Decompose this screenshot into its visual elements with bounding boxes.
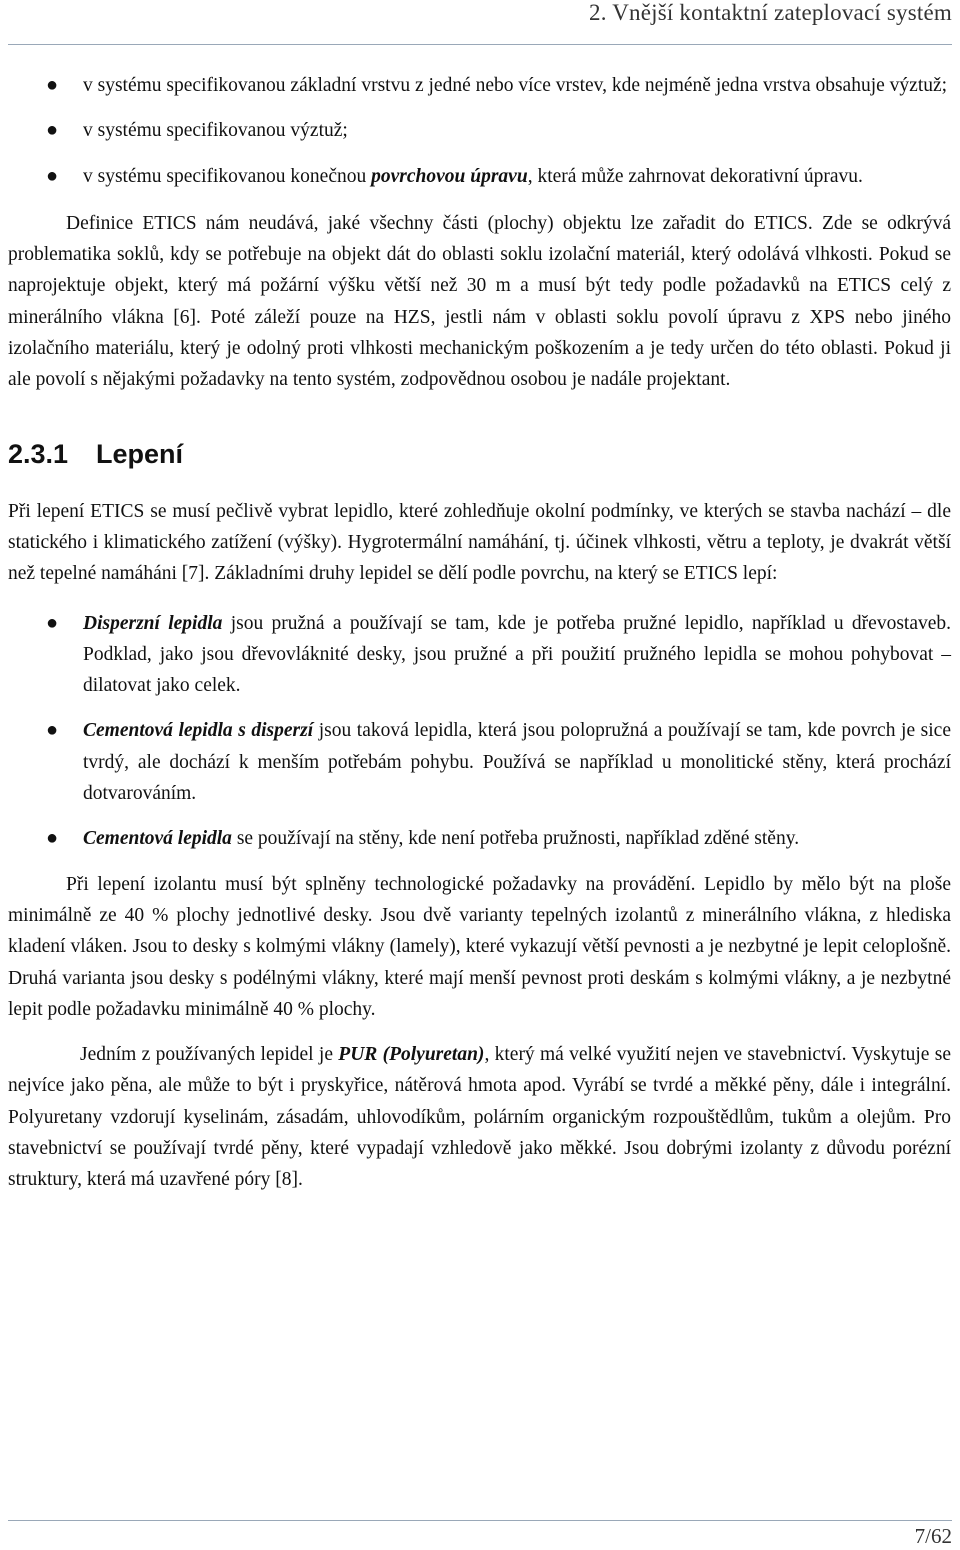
paragraph-pur: Jedním z používaných lepidel je PUR (Polyuretan), který má velké využití nejen ve stavebnictví. Vyskytuje se nejvíce jako pěna, ale může to být i pryskyřice, nátěrová hmota apod. Vyrábí se tvrdé a měkké pěny, dále i integrální. Polyuretany vzdorují kyselinám, zásadám, uhlovodíkům, polárním organickým rozpouštědlům, tukům a olejům. Pro stavebnictví se používají tvrdé pěny, které vypadají vzhledově jako měkké. Jsou dobrými izolanty z důvodu porézní struktury, která má uzavřené póry [8]. (8, 1044, 951, 1191)
requirements-list (8, 70, 951, 192)
emphasis-text: Disperzní lepidla (83, 612, 223, 634)
footer-rule (8, 1520, 952, 1521)
bullet-icon: ● (46, 119, 59, 142)
glue-types-list (8, 608, 951, 855)
paragraph-insulation-gluing: Při lepení izolantu musí být splněny technologické požadavky na provádění. Lepidlo by mělo být na ploše minimálně ze 40 % plochy jednotlivé desky. Jsou dvě varianty tepelných izolantů z minerálního vlákna, z hlediska kladení vláken. Jsou to desky s kolmými vlákny (lamely), které vykazují větší pevnosti a je nezbytné je lepit celoplošně. Druhá varianta jsou desky s podélnými vlákny, které mají menší pevnost proti deskám s kolmými vlákny, a je nezbytné lepit podle požadavku minimálně 40 % plochy. (8, 873, 951, 1020)
list-item: ● v systému specifikovanou konečnou povrchovou úpravu, která může zahrnovat dekorativní úpravu. (8, 161, 951, 192)
page-number: 7/62 (914, 1524, 952, 1548)
list-item: ● v systému specifikovanou základní vrstvu z jedné nebo více vrstev, kde nejméně jedna vrstva obsahuje výztuž; (8, 70, 951, 101)
emphasis-text: povrchovou úpravu (371, 165, 528, 187)
bullet-icon: ● (46, 827, 59, 850)
page-content (8, 70, 951, 1196)
running-header: 2. Vnější kontaktní zateplovací systém (589, 0, 952, 25)
bullet-icon: ● (46, 74, 59, 96)
emphasis-text: PUR (Polyuretan) (338, 1044, 485, 1066)
bullet-icon: ● (46, 164, 59, 187)
bullet-icon: ● (46, 719, 59, 742)
section-heading (8, 434, 951, 474)
list-item: ● Cementová lepidla s disperzí jsou taková lepidla, která jsou polopružná a používají se tam, kde povrch je sice tvrdý, ale dochází k menším potřebám pohybu. Používá se například u monolitické stěny, která prochází dotvarováním. (8, 715, 951, 809)
section-title: Lepení (96, 438, 184, 469)
paragraph-glue-intro: Při lepení ETICS se musí pečlivě vybrat lepidlo, které zohledňuje okolní podmínky, ve kterých se stavba nachází – dle statického i klimatického zatížení (výšky). Hygrotermální namáhání, tj. účinek vlhkosti, větru a teploty, je dvakrát větší než tepelné namáháni [7]. Základními druhy lepidel se dělí podle povrchu, na který se ETICS lepí: (8, 500, 951, 585)
list-item: ● Disperzní lepidla jsou pružná a používají se tam, kde je potřeba pružné lepidlo, například u dřevostaveb. Podklad, jako jsou dřevovláknité desky, jsou pružné a při použití pružného lepidla se mohou pohybovat – dilatovat jako celek. (8, 608, 951, 702)
bullet-icon: ● (46, 611, 59, 634)
list-item: ● Cementová lepidla se používají na stěny, kde není potřeba pružnosti, například zděné stěny. (8, 823, 951, 854)
section-number: 2.3.1 (8, 438, 69, 469)
paragraph-etics-definition: Definice ETICS nám neudává, jaké všechny části (plochy) objektu lze zařadit do ETICS. Zde se odkrývá problematika soklů, kdy se potřebuje na objekt dát do oblasti soklu izolační materiál, který odolává vlhkosti. Pokud se naprojektuje objekt, který má požární výšku větší než 30 m a musí být tedy podle požadavků na ETICS celý z minerálního vlákna [6]. Poté záleží pouze na HZS, jestli nám v oblasti soklu povolí úpravu z XPS nebo jiného izolačního materiálu, který je odolný proti vlhkosti mechanickým poškozením a je tedy určen do této oblasti. Pokud ji ale povolí s nějakými požadavky na tento systém, zodpovědnou osobou je nadále projektant. (8, 212, 951, 391)
header-rule (8, 44, 952, 45)
list-item: ● v systému specifikovanou výztuž; (8, 115, 951, 146)
emphasis-text: Cementová lepidla (83, 828, 232, 850)
emphasis-text: Cementová lepidla s disperzí (83, 720, 314, 742)
